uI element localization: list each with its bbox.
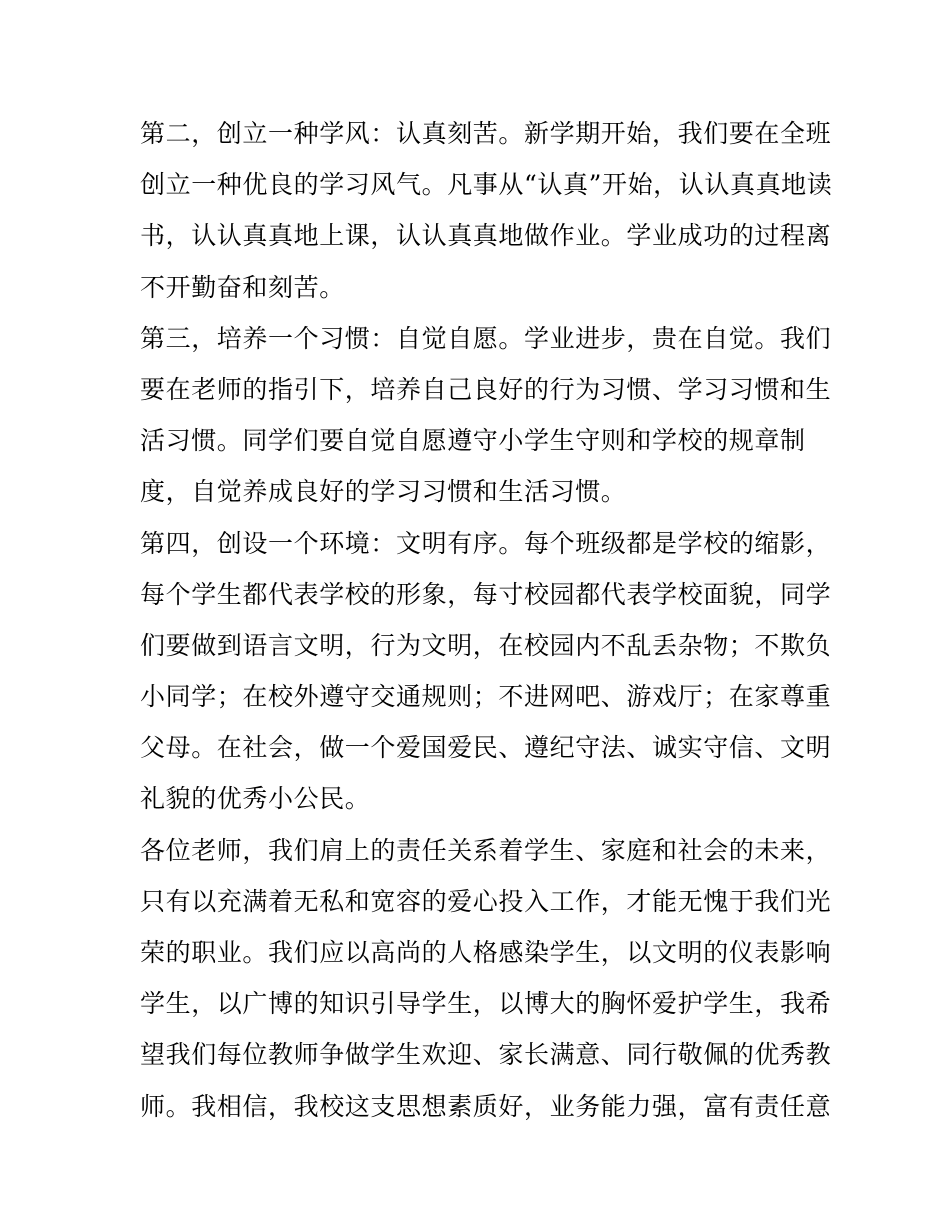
text-line: 第二，创立一种学风：认真刻苦。新学期开始，我们要在全班 (140, 119, 832, 148)
text-line: 不开勤奋和刻苦。 (140, 272, 345, 302)
body-text (140, 108, 833, 1132)
text-line: 每个学生都代表学校的形象，每寸校园都代表学校面貌，同学 (140, 579, 832, 609)
text-line: 学生，以广博的知识引导学生，以博大的胸怀爱护学生，我希 (140, 989, 832, 1019)
text-line: 各位老师，我们肩上的责任关系着学生、家庭和社会的未来， (140, 835, 832, 865)
text-line: 父母。在社会，做一个爱国爱民、遵纪守法、诚实守信、文明 (140, 733, 832, 763)
text-line: 书，认认真真地上课，认认真真地做作业。学业成功的过程离 (140, 221, 832, 251)
text-line: 望我们每位教师争做学生欢迎、家长满意、同行敬佩的优秀教 (140, 1040, 832, 1070)
text-line: 只有以充满着无私和宽容的爱心投入工作，才能无愧于我们光 (140, 886, 832, 916)
text-line: 小同学；在校外遵守交通规则；不进网吧、游戏厅；在家尊重 (140, 682, 832, 712)
text-line: 第四，创设一个环境：文明有序。每个班级都是学校的缩影， (140, 528, 832, 558)
text-line: 礼貌的优秀小公民。 (140, 784, 371, 814)
text-line: 要在老师的指引下，培养自己良好的行为习惯、学习习惯和生 (140, 374, 832, 404)
text-line: 活习惯。同学们要自觉自愿遵守小学生守则和学校的规章制 (140, 426, 806, 456)
text-line: 创立一种优良的学习风气。凡事从“认真”开始，认认真真地读 (140, 170, 833, 200)
text-line: 第三，培养一个习惯：自觉自愿。学业进步，贵在自觉。我们 (140, 323, 832, 353)
text-line: 师。我相信，我校这支思想素质好，业务能力强，富有责任意 (140, 1091, 832, 1121)
text-line: 们要做到语言文明，行为文明，在校园内不乱丢杂物；不欺负 (140, 630, 832, 660)
text-line: 荣的职业。我们应以高尚的人格感染学生，以文明的仪表影响 (140, 938, 832, 967)
text-line: 度，自觉养成良好的学习习惯和生活习惯。 (140, 477, 627, 507)
